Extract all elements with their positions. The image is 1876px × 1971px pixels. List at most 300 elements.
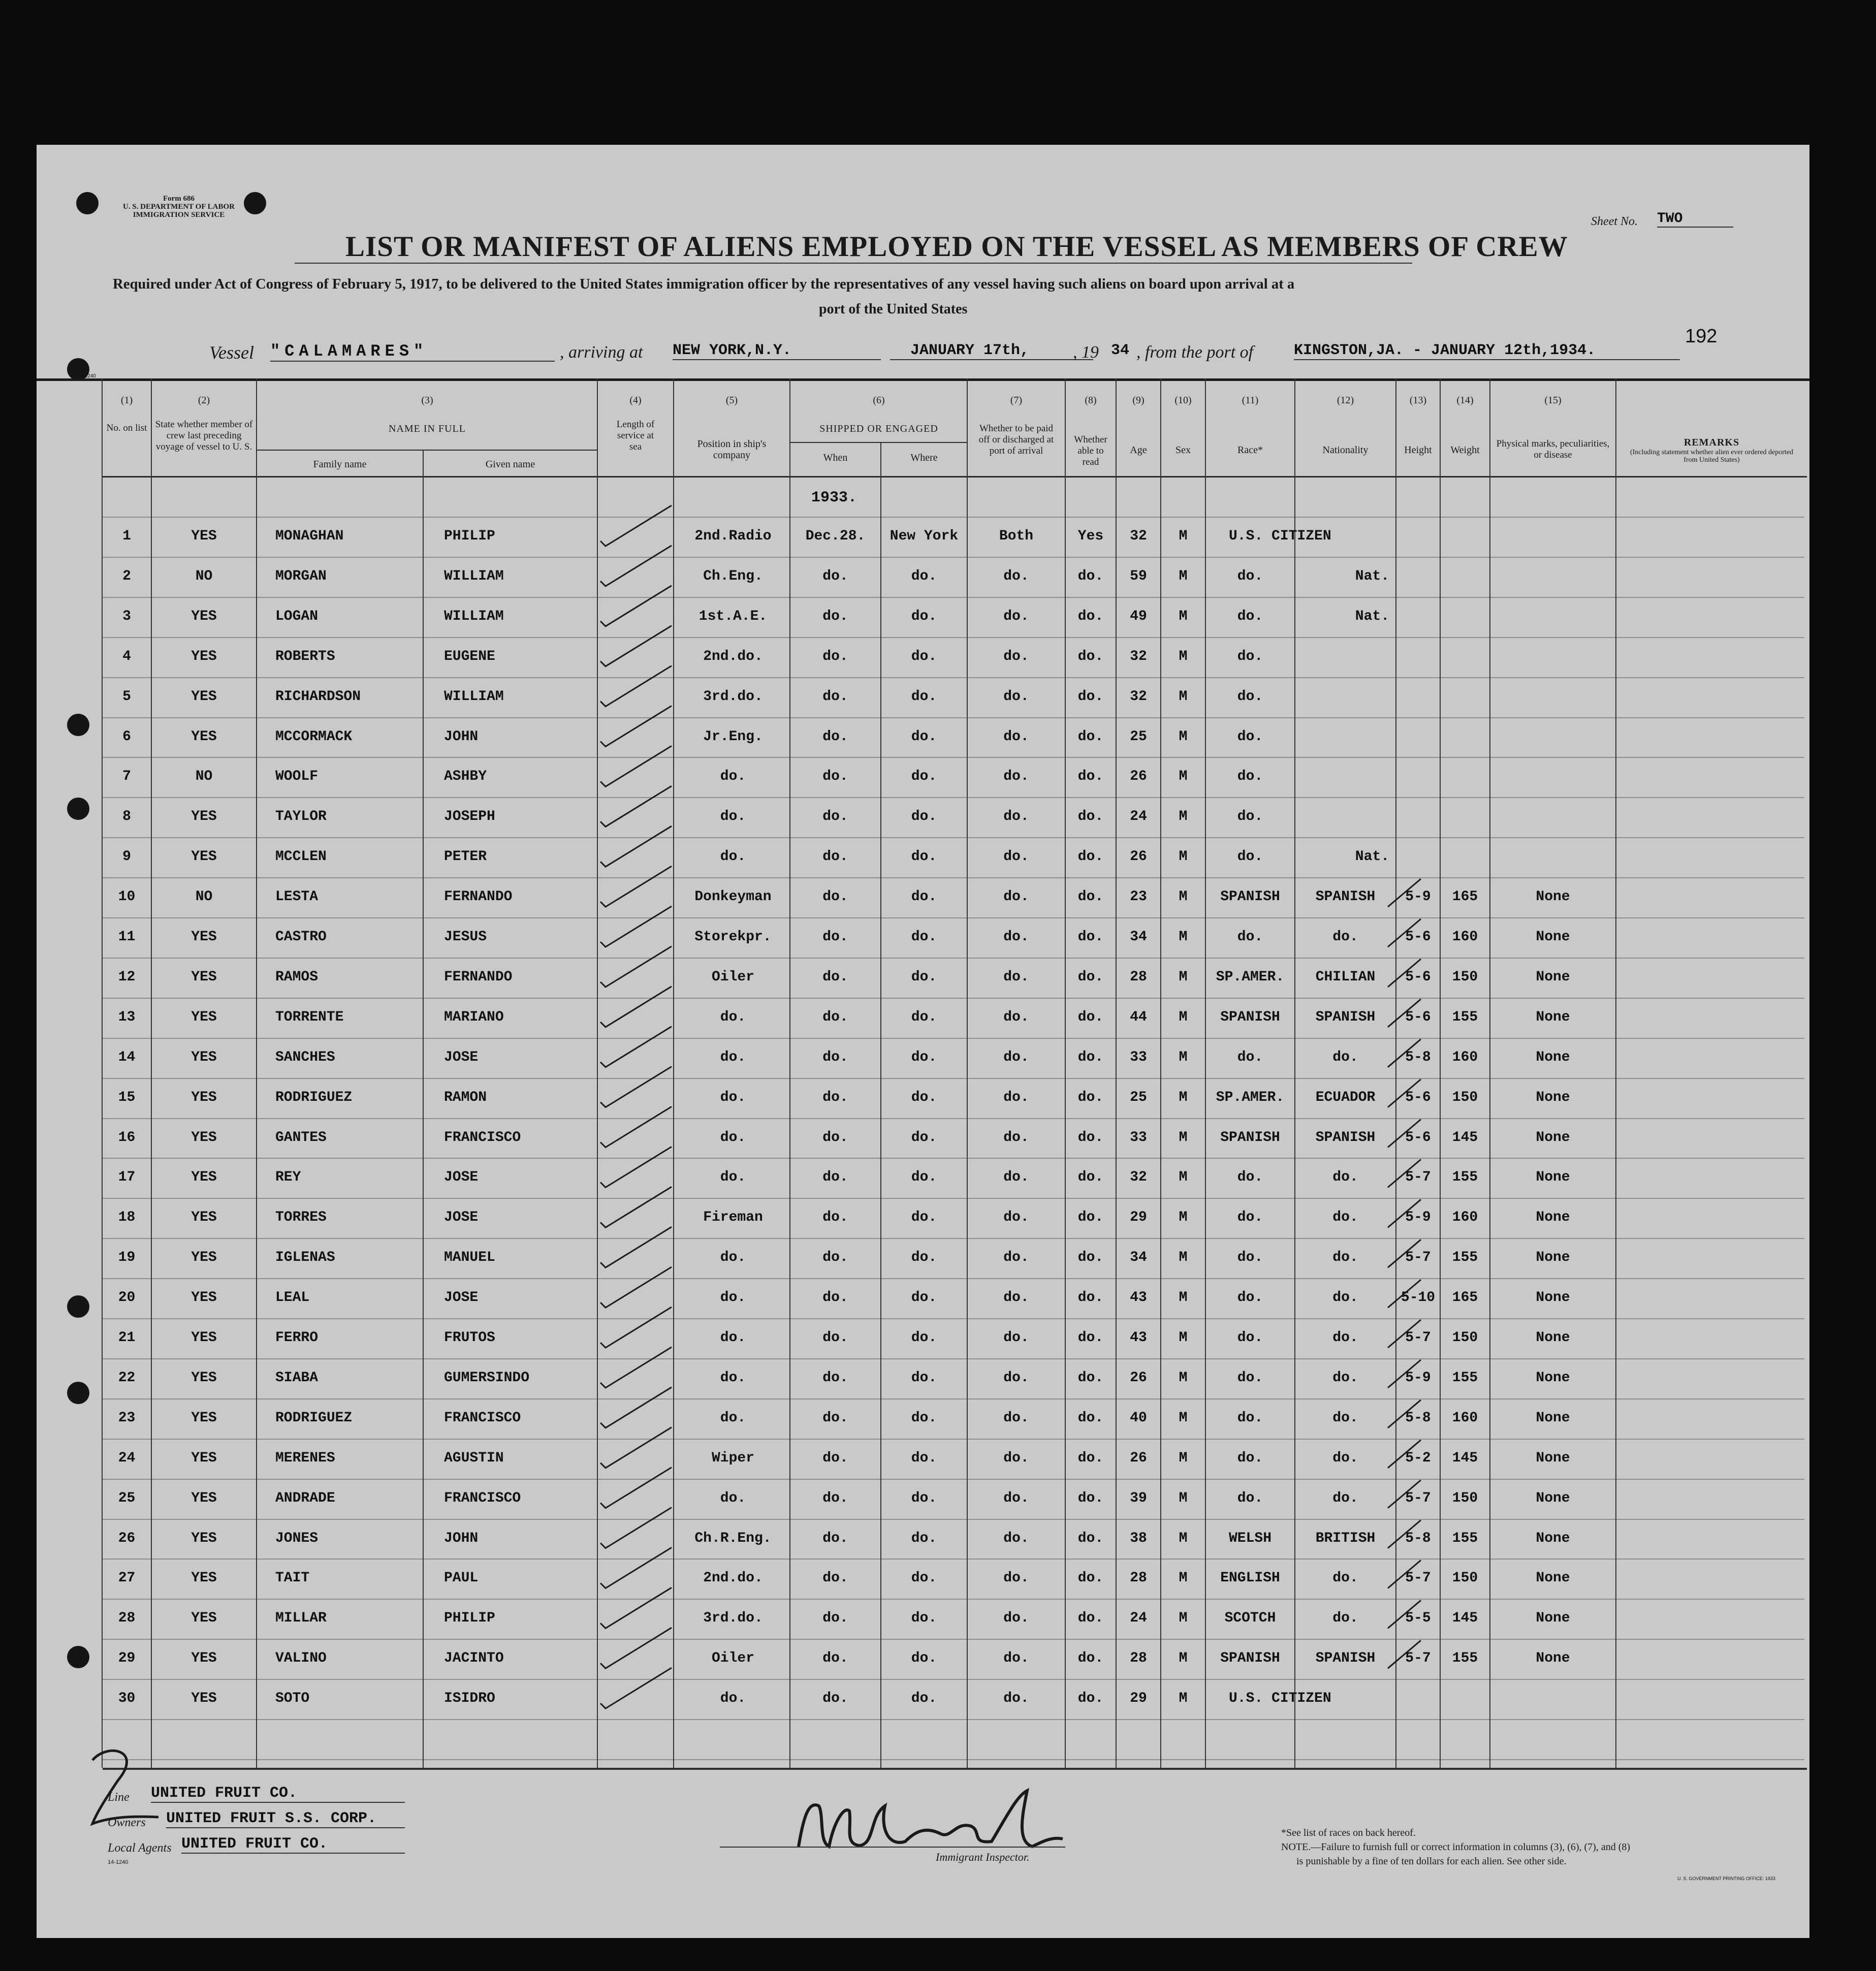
race-cell: do. (1237, 648, 1263, 664)
shipped-when-cell: do. (822, 809, 848, 825)
race-cell: SCOTCH (1224, 1610, 1276, 1627)
family-name-cell: MONAGHAN (275, 528, 344, 544)
age-cell: 59 (1130, 568, 1147, 584)
service-checkmark (600, 505, 672, 546)
col4-header: Length of service at sea (616, 419, 655, 452)
race-cell: do. (1237, 769, 1263, 785)
able-to-read-cell: do. (1077, 1049, 1104, 1065)
page-number: 192 (1685, 326, 1718, 347)
physical-marks-cell: None (1536, 1370, 1570, 1386)
able-to-read-cell: do. (1077, 969, 1104, 985)
able-to-read-cell: do. (1077, 568, 1104, 584)
given-name-cell: ISIDRO (444, 1691, 495, 1707)
shipped-when-cell: do. (822, 969, 848, 985)
shipped-where-cell: do. (911, 809, 937, 825)
position-cell: do. (720, 1330, 746, 1346)
physical-marks-cell: None (1536, 1169, 1570, 1186)
shipped-when-cell: do. (822, 728, 848, 745)
age-cell: 26 (1130, 1450, 1147, 1466)
nationality-cell: Nat. (1355, 849, 1389, 865)
physical-marks-cell: None (1536, 1290, 1570, 1306)
paid-off-cell: do. (1003, 769, 1029, 785)
row-number-cell: 4 (122, 648, 131, 664)
shipped-where-cell: do. (911, 1570, 937, 1586)
previous-voyage-cell: YES (191, 728, 217, 745)
sex-cell: M (1179, 1450, 1188, 1466)
year-prefix: , 19 (1073, 343, 1099, 362)
shipped-where-cell: do. (911, 648, 937, 664)
able-to-read-cell: do. (1077, 1610, 1104, 1627)
given-name-cell: JOHN (444, 1530, 479, 1546)
paid-off-cell: do. (1003, 648, 1029, 664)
departure-port: KINGSTON,JA. - JANUARY 12th,1934. (1294, 342, 1680, 360)
paid-off-cell: do. (1003, 688, 1029, 705)
race-cell: do. (1237, 849, 1263, 865)
sex-cell: M (1179, 688, 1188, 705)
service-checkmark (600, 987, 672, 1027)
height-checkmark (1388, 1039, 1421, 1067)
position-cell: do. (720, 1009, 746, 1025)
height-checkmark (1388, 1480, 1421, 1508)
row-number-cell: 20 (118, 1290, 136, 1306)
height-cell: 5-7 (1405, 1490, 1431, 1506)
given-name-cell: FRUTOS (444, 1330, 495, 1346)
page-title: LIST OR MANIFEST OF ALIENS EMPLOYED ON THE VESSEL AS MEMBERS OF CREW (345, 231, 1568, 263)
age-cell: 32 (1130, 1169, 1147, 1186)
row-number-cell: 1 (122, 528, 131, 544)
sex-cell: M (1179, 889, 1188, 905)
family-name-cell: MCCLEN (275, 849, 327, 865)
agents-label: Local Agents (108, 1841, 172, 1855)
inspector-signature-line (720, 1847, 1065, 1848)
family-name-cell: RODRIGUEZ (275, 1410, 353, 1426)
sex-cell: M (1179, 1530, 1188, 1546)
position-cell: Oiler (711, 969, 754, 985)
shipped-where-cell: New York (889, 528, 959, 544)
family-name-cell: MORGAN (275, 568, 327, 584)
age-cell: 29 (1130, 1691, 1147, 1707)
col2-header: State whether member of crew last preceding voyage of vessel to U. S. (155, 419, 253, 452)
position-cell: 2nd.Radio (694, 528, 772, 544)
sex-cell: M (1179, 969, 1188, 985)
previous-voyage-cell: YES (191, 849, 217, 865)
physical-marks-cell: None (1536, 1450, 1570, 1466)
given-name-cell: PHILIP (444, 528, 495, 544)
height-cell: 5-6 (1405, 1089, 1431, 1105)
able-to-read-cell: do. (1077, 1370, 1104, 1386)
race-cell: do. (1237, 728, 1263, 745)
race-cell: do. (1237, 1410, 1263, 1426)
weight-cell: 145 (1452, 1610, 1478, 1627)
able-to-read-cell: do. (1077, 889, 1104, 905)
shipped-when-cell: Dec.28. (805, 528, 866, 544)
race-cell: ENGLISH (1220, 1570, 1280, 1586)
previous-voyage-cell: YES (191, 1410, 217, 1426)
age-cell: 24 (1130, 1610, 1147, 1627)
sex-cell: M (1179, 809, 1188, 825)
height-checkmark (1388, 999, 1421, 1027)
shipped-when-cell: do. (822, 1610, 848, 1627)
race-cell: do. (1237, 1210, 1263, 1226)
service-checkmark (600, 1668, 672, 1708)
age-cell: 29 (1130, 1210, 1147, 1226)
sheet-number: TWO (1657, 211, 1733, 228)
shipped-when-cell: do. (822, 1290, 848, 1306)
given-name-cell: JOSE (444, 1290, 479, 1306)
family-name-cell: RAMOS (275, 969, 319, 985)
race-cell: SPANISH (1220, 1650, 1280, 1667)
previous-voyage-cell: YES (191, 1650, 217, 1667)
position-cell: do. (720, 1129, 746, 1146)
race-cell: WELSH (1228, 1530, 1271, 1546)
shipped-when-cell: do. (822, 889, 848, 905)
able-to-read-cell: do. (1077, 728, 1104, 745)
col6-header: SHIPPED OR ENGAGED (819, 423, 938, 434)
shipped-when-cell: do. (822, 1570, 848, 1586)
previous-voyage-cell: YES (191, 1129, 217, 1146)
inspector-signature (788, 1786, 1073, 1862)
shipped-when-cell: do. (822, 1049, 848, 1065)
nationality-cell: do. (1332, 1370, 1358, 1386)
col3-given-header: Given name (485, 459, 535, 470)
col11-number: (11) (1242, 395, 1259, 406)
sex-cell: M (1179, 1330, 1188, 1346)
nationality-cell: Nat. (1355, 568, 1389, 584)
physical-marks-cell: None (1536, 1330, 1570, 1346)
col12-number: (12) (1337, 395, 1354, 406)
nationality-cell: do. (1332, 1250, 1358, 1266)
physical-marks-cell: None (1536, 1570, 1570, 1586)
paid-off-cell: do. (1003, 1169, 1029, 1186)
weight-cell: 145 (1452, 1450, 1478, 1466)
service-name: IMMIGRATION SERVICE (133, 211, 225, 219)
family-name-cell: SOTO (275, 1691, 310, 1707)
weight-cell: 150 (1452, 1330, 1478, 1346)
service-checkmark (600, 1347, 672, 1388)
previous-voyage-cell: YES (191, 688, 217, 705)
able-to-read-cell: do. (1077, 1009, 1104, 1025)
given-name-cell: ASHBY (444, 769, 487, 785)
col11-header: Race* (1237, 444, 1263, 456)
weight-cell: 160 (1452, 1049, 1478, 1065)
service-checkmark (600, 1267, 672, 1308)
position-cell: do. (720, 1250, 746, 1266)
service-checkmark (600, 1187, 672, 1227)
weight-cell: 155 (1452, 1250, 1478, 1266)
family-name-cell: MILLAR (275, 1610, 327, 1627)
position-cell: do. (720, 1089, 746, 1105)
previous-voyage-cell: YES (191, 929, 217, 945)
race-cell: SPANISH (1220, 1129, 1280, 1146)
arriving-label: , arriving at (560, 343, 643, 362)
age-cell: 33 (1130, 1049, 1147, 1065)
age-cell: 44 (1130, 1009, 1147, 1025)
position-cell: 1st.A.E. (698, 608, 768, 624)
weight-cell: 150 (1452, 1490, 1478, 1506)
race-cell: do. (1237, 1169, 1263, 1186)
given-name-cell: RAMON (444, 1089, 487, 1105)
position-cell: do. (720, 849, 746, 865)
sex-cell: M (1179, 1009, 1188, 1025)
row-number-cell: 18 (118, 1210, 136, 1226)
shipped-when-cell: do. (822, 1210, 848, 1226)
age-cell: 23 (1130, 889, 1147, 905)
subtitle-line-1: Required under Act of Congress of February 5, 1917, to be delivered to the United States immigration officer by the representatives of any vessel having such aliens on board upon arrival at a (113, 276, 1295, 292)
shipped-when-cell: do. (822, 688, 848, 705)
able-to-read-cell: do. (1077, 688, 1104, 705)
previous-voyage-cell: NO (195, 568, 213, 584)
given-name-cell: AGUSTIN (444, 1450, 504, 1466)
age-cell: 49 (1130, 608, 1147, 624)
position-cell: 2nd.do. (703, 648, 763, 664)
family-name-cell: SIABA (275, 1370, 319, 1386)
weight-cell: 160 (1452, 1410, 1478, 1426)
height-cell: 5-9 (1405, 1210, 1431, 1226)
col14-number: (14) (1456, 395, 1474, 406)
sex-cell: M (1179, 769, 1188, 785)
able-to-read-cell: do. (1077, 648, 1104, 664)
row-number-cell: 25 (118, 1490, 136, 1506)
shipped-when-cell: do. (822, 1410, 848, 1426)
physical-marks-cell: None (1536, 1210, 1570, 1226)
race-cell: do. (1237, 1250, 1263, 1266)
age-cell: 43 (1130, 1330, 1147, 1346)
able-to-read-cell: do. (1077, 1089, 1104, 1105)
given-name-cell: FERNANDO (444, 969, 513, 985)
shipped-when-cell: do. (822, 1250, 848, 1266)
able-to-read-cell: do. (1077, 1169, 1104, 1186)
height-cell: 5-7 (1405, 1330, 1431, 1346)
height-checkmark (1388, 1520, 1421, 1548)
given-name-cell: GUMERSINDO (444, 1370, 530, 1386)
service-checkmark (600, 1147, 672, 1187)
given-name-cell: MANUEL (444, 1250, 495, 1266)
service-checkmark (600, 1427, 672, 1468)
sex-cell: M (1179, 1691, 1188, 1707)
height-checkmark (1388, 1079, 1421, 1107)
previous-voyage-cell: YES (191, 969, 217, 985)
shipped-where-cell: do. (911, 728, 937, 745)
race-cell: do. (1237, 1330, 1263, 1346)
age-cell: 32 (1130, 648, 1147, 664)
height-checkmark (1388, 1640, 1421, 1668)
col16-header: REMARKS (1683, 437, 1740, 448)
row-number-cell: 8 (122, 809, 131, 825)
able-to-read-cell: Yes (1077, 528, 1104, 544)
paid-off-cell: do. (1003, 1370, 1029, 1386)
able-to-read-cell: do. (1077, 1570, 1104, 1586)
position-cell: 3rd.do. (703, 1610, 763, 1627)
shipped-when-cell: do. (822, 568, 848, 584)
col1-number: (1) (120, 395, 133, 406)
shipped-where-cell: do. (911, 1370, 937, 1386)
height-checkmark (1388, 1120, 1421, 1148)
able-to-read-cell: do. (1077, 1691, 1104, 1707)
weight-cell: 165 (1452, 1290, 1478, 1306)
sex-cell: M (1179, 1169, 1188, 1186)
row-number-cell: 27 (118, 1570, 136, 1586)
paid-off-cell: Both (999, 528, 1034, 544)
row-number-cell: 7 (122, 769, 131, 785)
shipped-where-cell: do. (911, 1089, 937, 1105)
shipped-where-cell: do. (911, 1009, 937, 1025)
col13-header: Height (1404, 444, 1432, 456)
height-cell: 5-9 (1405, 1370, 1431, 1386)
height-cell: 5-5 (1405, 1610, 1431, 1627)
service-checkmark (600, 1468, 672, 1508)
penalty-note-1: NOTE.—Failure to furnish full or correct information in columns (3), (6), (7), and (8) (1281, 1841, 1631, 1853)
race-cell: SPANISH (1220, 889, 1280, 905)
manifest-sheet (37, 145, 1809, 1938)
service-checkmark (600, 1107, 672, 1148)
nationality-cell: CHILIAN (1315, 969, 1376, 985)
previous-voyage-cell: YES (191, 1210, 217, 1226)
shipped-where-cell: do. (911, 969, 937, 985)
shipped-when-cell: do. (822, 1089, 848, 1105)
age-cell: 39 (1130, 1490, 1147, 1506)
nationality-cell: do. (1332, 1570, 1358, 1586)
sex-cell: M (1179, 1250, 1188, 1266)
height-checkmark (1388, 1440, 1421, 1468)
shipped-where-cell: do. (911, 889, 937, 905)
previous-voyage-cell: YES (191, 648, 217, 664)
paid-off-cell: do. (1003, 929, 1029, 945)
age-cell: 25 (1130, 728, 1147, 745)
col3-header: NAME IN FULL (389, 423, 466, 434)
col1-header: No. on list (106, 423, 147, 433)
service-checkmark (600, 626, 672, 666)
paid-off-cell: do. (1003, 608, 1029, 624)
weight-cell: 145 (1452, 1129, 1478, 1146)
height-cell: 5-6 (1405, 929, 1431, 945)
col15-number: (15) (1544, 395, 1562, 406)
weight-cell: 160 (1452, 929, 1478, 945)
vessel-name: "CALAMARES" (270, 342, 555, 362)
paid-off-cell: do. (1003, 1450, 1029, 1466)
given-name-cell: JOSEPH (444, 809, 495, 825)
position-cell: Jr.Eng. (703, 728, 763, 745)
inspector-label: Immigrant Inspector. (936, 1851, 1030, 1863)
service-checkmark (600, 786, 672, 826)
col15-header: Physical marks, peculiarities, or disease (1496, 438, 1610, 460)
row-number-cell: 30 (118, 1691, 136, 1707)
nationality-cell: do. (1332, 929, 1358, 945)
nationality-cell: do. (1332, 1450, 1358, 1466)
sex-cell: M (1179, 528, 1188, 544)
sex-cell: M (1179, 849, 1188, 865)
row-number-cell: 16 (118, 1129, 136, 1146)
previous-voyage-cell: YES (191, 1610, 217, 1627)
height-checkmark (1388, 1320, 1421, 1348)
sex-cell: M (1179, 728, 1188, 745)
given-name-cell: PAUL (444, 1570, 479, 1586)
age-cell: 28 (1130, 1650, 1147, 1667)
paid-off-cell: do. (1003, 1691, 1029, 1707)
previous-voyage-cell: YES (191, 1169, 217, 1186)
previous-voyage-cell: YES (191, 1049, 217, 1065)
height-checkmark (1388, 1360, 1421, 1388)
position-cell: Wiper (711, 1450, 754, 1466)
weight-cell: 165 (1452, 889, 1478, 905)
position-cell: do. (720, 1169, 746, 1186)
position-cell: do. (720, 1410, 746, 1426)
able-to-read-cell: do. (1077, 608, 1104, 624)
form-code-bottom: 14-1240 (108, 1859, 129, 1865)
height-cell: 5-8 (1405, 1410, 1431, 1426)
previous-voyage-cell: YES (191, 1450, 217, 1466)
race-cell: do. (1237, 688, 1263, 705)
weight-cell: 150 (1452, 1570, 1478, 1586)
nationality-cell: do. (1332, 1410, 1358, 1426)
col16-note: (Including statement whether alien ever ordered deported from United States) (1630, 449, 1794, 464)
shipped-where-cell: do. (911, 769, 937, 785)
paid-off-cell: do. (1003, 1570, 1029, 1586)
row-number-cell: 29 (118, 1650, 136, 1667)
height-cell: 5-6 (1405, 1009, 1431, 1025)
col5-header: Position in ship's company (697, 438, 767, 461)
shipped-when-cell: do. (822, 1129, 848, 1146)
col6-number: (6) (873, 395, 885, 406)
shipped-where-cell: do. (911, 1169, 937, 1186)
row-number-cell: 14 (118, 1049, 136, 1065)
service-checkmark (600, 586, 672, 626)
form-code-top: 14-1240 (77, 373, 96, 379)
given-name-cell: JOSE (444, 1210, 479, 1226)
position-cell: Ch.Eng. (703, 568, 763, 584)
sheet-label: Sheet No. (1591, 215, 1638, 228)
physical-marks-cell: None (1536, 1009, 1570, 1025)
shipped-where-cell: do. (911, 1691, 937, 1707)
age-cell: 28 (1130, 1570, 1147, 1586)
height-cell: 5-7 (1405, 1570, 1431, 1586)
position-cell: Oiler (711, 1650, 754, 1667)
family-name-cell: ANDRADE (275, 1490, 335, 1506)
height-checkmark (1388, 1560, 1421, 1588)
col13-number: (13) (1409, 395, 1427, 406)
given-name-cell: WILLIAM (444, 568, 504, 584)
owners-label: Owners (108, 1816, 146, 1829)
weight-cell: 155 (1452, 1370, 1478, 1386)
row-number-cell: 2 (122, 568, 131, 584)
paid-off-cell: do. (1003, 1490, 1029, 1506)
sex-cell: M (1179, 1570, 1188, 1586)
height-checkmark (1388, 1280, 1421, 1308)
shipped-where-cell: do. (911, 688, 937, 705)
nationality-cell: do. (1332, 1610, 1358, 1627)
sex-cell: M (1179, 568, 1188, 584)
service-checkmark (600, 1307, 672, 1348)
arrival-year: 34 (1111, 342, 1130, 359)
physical-marks-cell: None (1536, 1490, 1570, 1506)
paid-off-cell: do. (1003, 1129, 1029, 1146)
line-value: UNITED FRUIT CO. (151, 1785, 405, 1803)
nationality-cell: SPANISH (1315, 1650, 1376, 1667)
age-cell: 26 (1130, 769, 1147, 785)
paid-off-cell: do. (1003, 1410, 1029, 1426)
service-checkmarks (37, 145, 1809, 1938)
given-name-cell: JESUS (444, 929, 487, 945)
able-to-read-cell: do. (1077, 849, 1104, 865)
shipped-where-cell: do. (911, 1610, 937, 1627)
position-cell: do. (720, 1370, 746, 1386)
previous-voyage-cell: YES (191, 1691, 217, 1707)
shipped-when-cell: do. (822, 1650, 848, 1667)
races-note: *See list of races on back hereof. (1281, 1827, 1416, 1838)
height-checkmark (1388, 1600, 1421, 1628)
family-name-cell: VALINO (275, 1650, 327, 1667)
previous-voyage-cell: YES (191, 1530, 217, 1546)
family-name-cell: ROBERTS (275, 648, 335, 664)
